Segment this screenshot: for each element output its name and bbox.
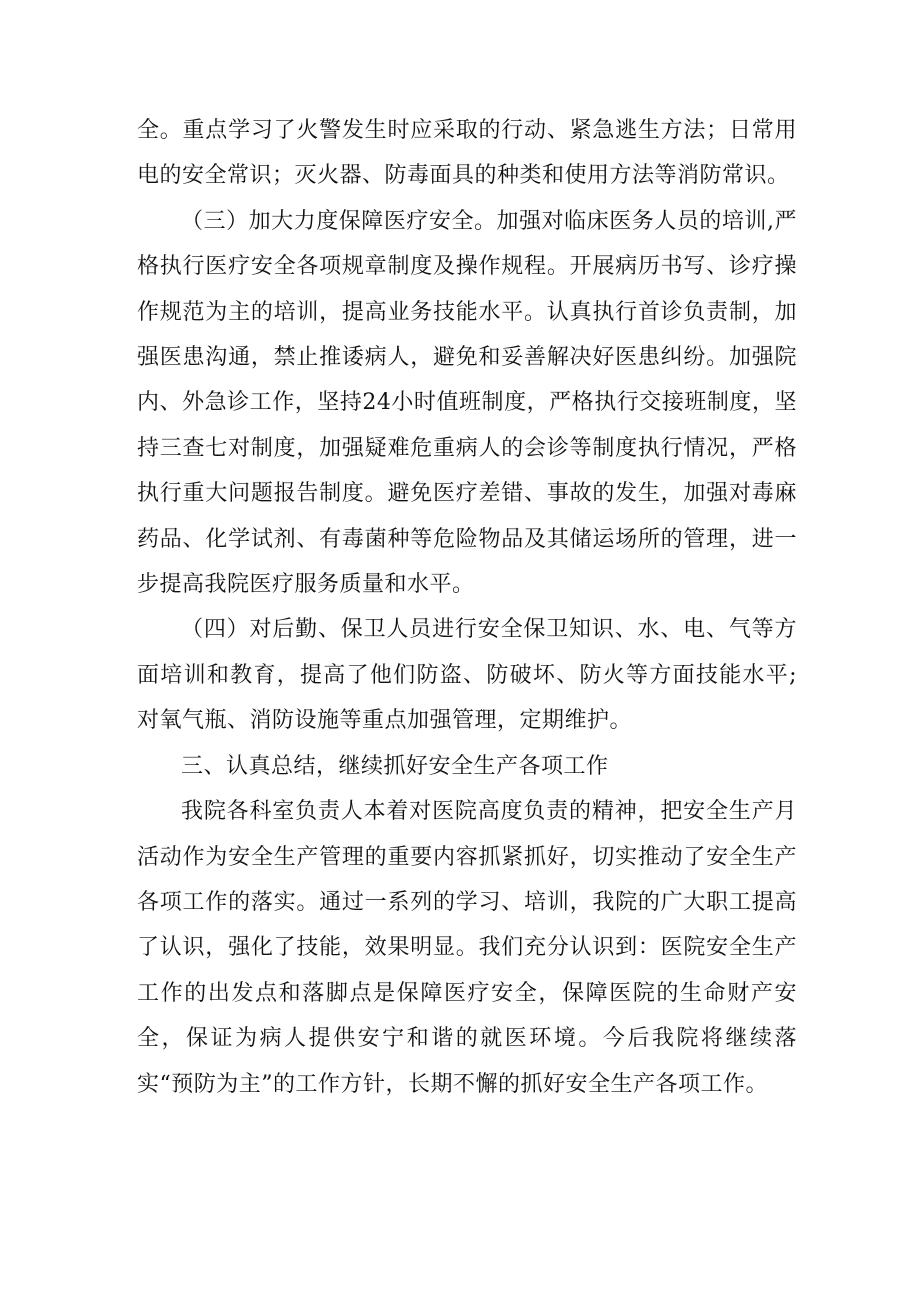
paragraph-logistics-security: （四）对后勤、保卫人员进行安全保卫知识、水、电、气等方面培训和教育，提高了他们防盗、防破坏、防火等方面技能水平;对氧气瓶、消防设施等重点加强管理，定期维护。 (137, 617, 797, 734)
section-heading-summary: 三、认真总结，继续抓好安全生产各项工作 (181, 753, 609, 779)
document-body (137, 108, 797, 1107)
paragraph-summary: 我院各科室负责人本着对医院高度负责的精神，把安全生产月活动作为安全生产管理的重要内容抓紧抓好，切实推动了安全生产各项工作的落实。通过一系列的学习、培训，我院的广大职工提高了认识，强化了技能，效果明显。我们充分认识到：医院安全生产工作的出发点和落脚点是保障医疗安全，保障医院的生命财产安全，保证为病人提供安宁和谐的就医环境。今后我院将继续落实“预防为主”的工作方针，长期不懈的抓好安全生产各项工作。 (137, 799, 797, 1097)
paragraph-continuation: 全。重点学习了火警发生时应采取的行动、紧急逃生方法；日常用电的安全常识；灭火器、防毒面具的种类和使用方法等消防常识。 (137, 118, 797, 189)
paragraph-medical-safety: （三）加大力度保障医疗安全。加强对临床医务人员的培训,严格执行医疗安全各项规章制度及操作规程。开展病历书写、诊疗操作规范为主的培训，提高业务技能水平。认真执行首诊负责制，加强医患沟通，禁止推诿病人，避免和妥善解决好医患纠纷。加强院内、外急诊工作，坚持24小时值班制度，严格执行交接班制度，坚持三查七对制度，加强疑难危重病人的会诊等制度执行情况，严格执行重大问题报告制度。避免医疗差错、事故的发生，加强对毒麻药品、化学试剂、有毒菌种等危险物品及其储运场所的管理，进一步提高我院医疗服务质量和水平。 (137, 208, 797, 598)
